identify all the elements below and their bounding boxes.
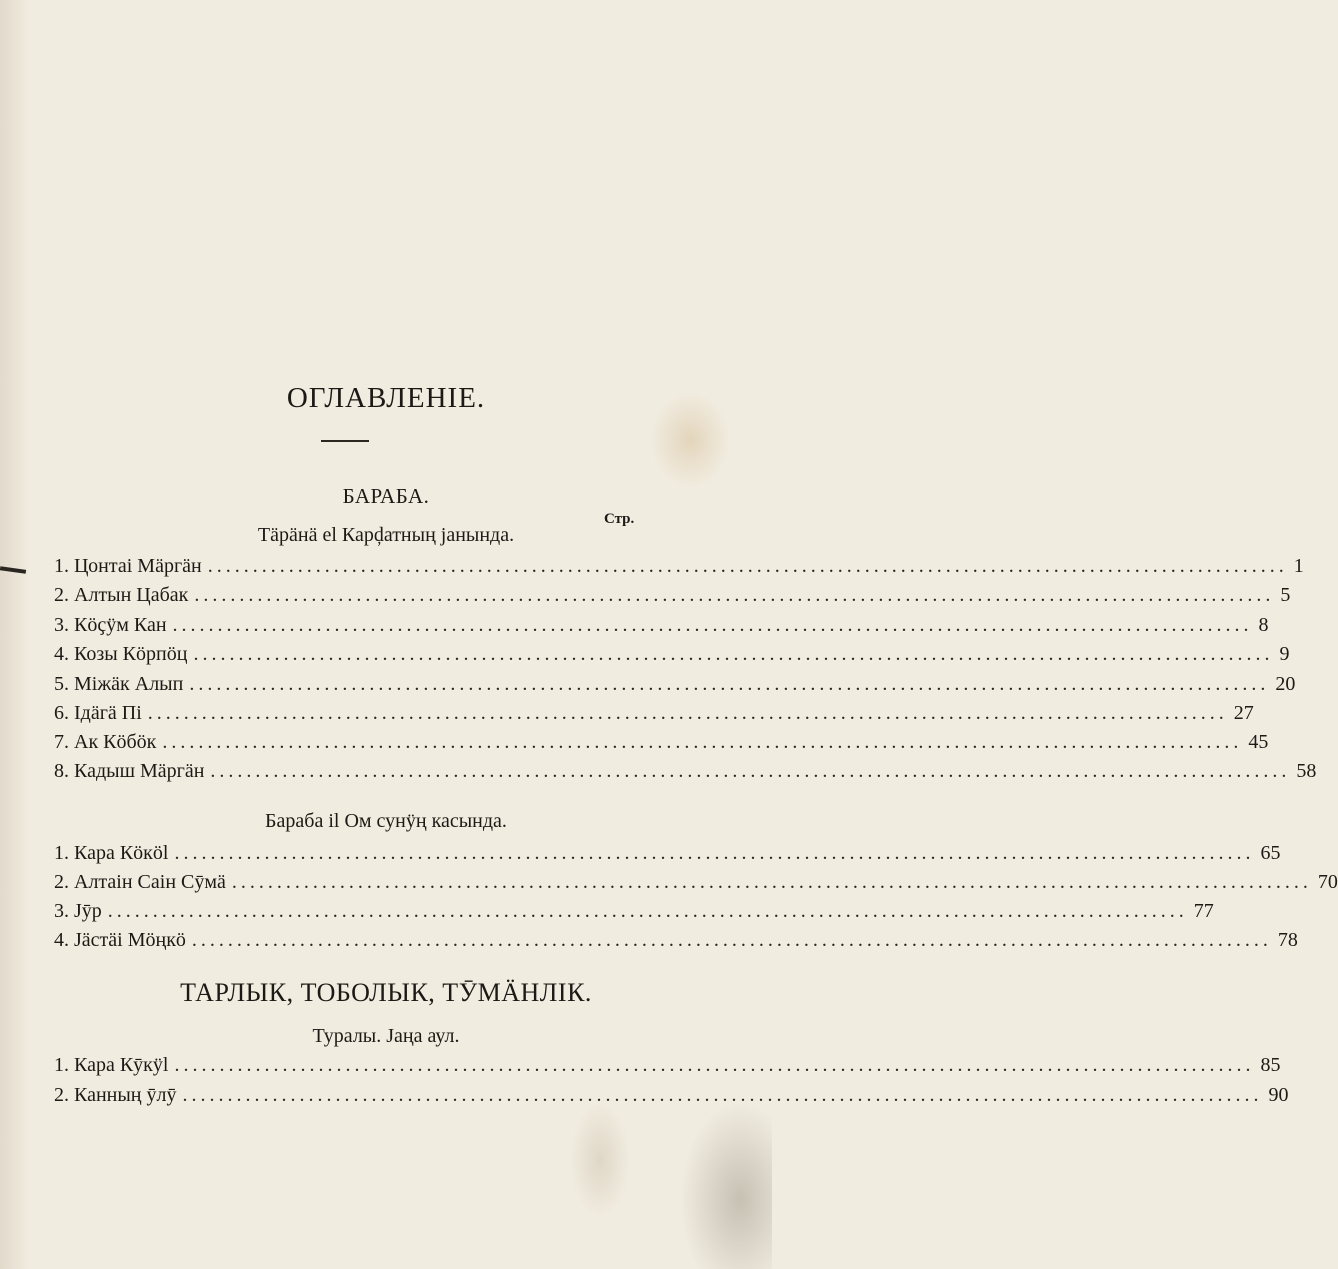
entry-title: 5. Міжäк Алып (54, 673, 184, 695)
entry-page: 70 (1317, 871, 1338, 893)
leader-dots: ........................................................................................................................ (147, 702, 1228, 724)
section-heading-tarlyk: ТАРЛЫК, ТОБОЛЫК, ТӮМÄНЛӀК. (180, 978, 592, 1007)
entry-page: 78 (1277, 929, 1298, 951)
title-rule (321, 440, 369, 442)
page-edge-mark (0, 566, 26, 574)
entry-page: 20 (1275, 673, 1296, 695)
entry-title: 4. Јäстäі Мöңкö (54, 929, 186, 951)
subsection-heading: Тäрäнä еl Карḑатның јанында. (257, 524, 515, 546)
leader-dots: ........................................................................................................................ (162, 731, 1243, 753)
entry-page: 5 (1280, 584, 1291, 606)
toc-entry (54, 929, 1298, 957)
leader-dots: ........................................................................................................................ (174, 1054, 1255, 1076)
entry-page: 27 (1233, 702, 1254, 724)
entry-page: 8 (1258, 614, 1269, 636)
leader-dots: ........................................................................................................................ (231, 871, 1312, 893)
page-column-label: Стр. (604, 511, 635, 527)
entry-page: 58 (1296, 760, 1317, 782)
entry-title: 3. Јӯр (54, 900, 102, 922)
entry-title: 1. Кара Кӯкӱl (54, 1054, 169, 1076)
toc-entry (54, 555, 1304, 583)
entry-title: 2. Канның ӯлӯ (54, 1084, 177, 1106)
entry-page: 1 (1293, 555, 1304, 577)
entry-page: 45 (1248, 731, 1269, 753)
leader-dots: ........................................................................................................................ (107, 900, 1188, 922)
entry-page: 77 (1193, 900, 1214, 922)
leader-dots: ........................................................................................................................ (174, 842, 1255, 864)
entry-title: 6. Ідäгä Пі (54, 702, 142, 724)
leader-dots: ........................................................................................................................ (194, 584, 1275, 606)
subsection-heading: Туралы. Јаңа аул. (312, 1025, 460, 1047)
entry-title: 3. Кöҫӱм Кан (54, 614, 167, 636)
leader-dots: ........................................................................................................................ (210, 760, 1291, 782)
entry-page: 90 (1268, 1084, 1289, 1106)
leader-dots: ........................................................................................................................ (191, 929, 1272, 951)
entry-title: 4. Козы Кöрпöц (54, 643, 188, 665)
toc-entry (54, 1054, 1281, 1082)
leader-dots: ........................................................................................................................ (193, 643, 1274, 665)
entry-title: 1. Кара Кöкöl (54, 842, 169, 864)
entry-title: 8. Кадыш Мäргäн (54, 760, 205, 782)
page-title: ОГЛАВЛЕНІЕ. (286, 382, 486, 414)
toc-entry (54, 871, 1338, 899)
toc-entry (54, 584, 1291, 612)
leader-dots: ........................................................................................................................ (207, 555, 1288, 577)
toc-entry (54, 900, 1214, 928)
entry-page: 9 (1279, 643, 1290, 665)
entry-title: 1. Цонтаі Мäргäн (54, 555, 202, 577)
section-heading-baraba: БАРАБА. (342, 484, 430, 508)
toc-entry (54, 1084, 1289, 1112)
entry-title: 2. Алтын Цабак (54, 584, 189, 606)
entry-page: 85 (1260, 1054, 1281, 1076)
leader-dots: ........................................................................................................................ (189, 673, 1270, 695)
leader-dots: ........................................................................................................................ (182, 1084, 1263, 1106)
toc-entry (54, 760, 1317, 788)
toc-entry (54, 842, 1281, 870)
toc-entry (54, 614, 1269, 642)
toc-entry (54, 643, 1290, 671)
entry-page: 65 (1260, 842, 1281, 864)
leader-dots: ........................................................................................................................ (172, 614, 1253, 636)
toc-entry (54, 702, 1254, 730)
subsection-heading: Бараба іl Ом сунӱң касында. (265, 810, 507, 832)
toc-entry (54, 731, 1269, 759)
entry-title: 7. Ак Кöбöк (54, 731, 157, 753)
toc-entry (54, 673, 1296, 701)
entry-title: 2. Алтаін Саін Сӯмä (54, 871, 226, 893)
